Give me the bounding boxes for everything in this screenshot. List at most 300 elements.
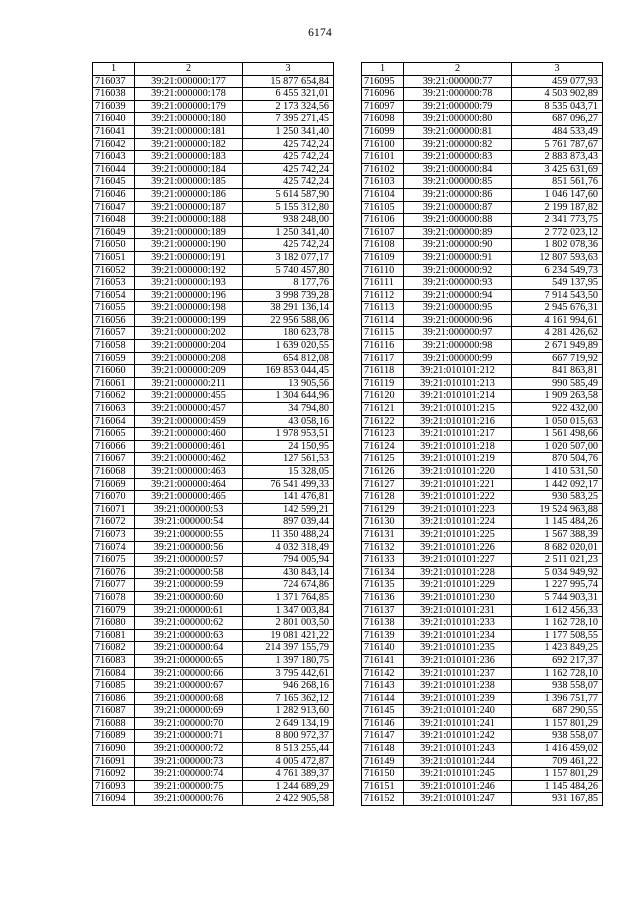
- row-number: 716076: [93, 566, 135, 579]
- table-row: [93, 503, 334, 516]
- cadastral-number: 39:21:010101:224: [404, 516, 512, 529]
- table-row: [362, 642, 603, 655]
- cadastral-value: 1 909 263,58: [512, 390, 603, 403]
- cadastral-number: 39:21:000000:88: [404, 214, 512, 227]
- cadastral-value: 5 034 949,92: [512, 566, 603, 579]
- cadastral-value: 425 742,24: [243, 176, 334, 189]
- cadastral-value: 15 877 654,84: [243, 75, 334, 88]
- row-number: 716079: [93, 604, 135, 617]
- row-number: 716106: [362, 214, 404, 227]
- cadastral-number: 39:21:000000:211: [135, 377, 243, 390]
- cadastral-value: 4 161 994,61: [512, 314, 603, 327]
- row-number: 716075: [93, 554, 135, 567]
- cadastral-value: 2 511 021,23: [512, 554, 603, 567]
- cadastral-number: 39:21:000000:55: [135, 528, 243, 541]
- cadastral-value: 794 005,94: [243, 554, 334, 567]
- cadastral-number: 39:21:000000:182: [135, 138, 243, 151]
- table-row: [362, 629, 603, 642]
- cadastral-value: 484 533,49: [512, 125, 603, 138]
- row-number: 716039: [93, 100, 135, 113]
- cadastral-value: 1 347 003,84: [243, 604, 334, 617]
- cadastral-value: 43 058,16: [243, 415, 334, 428]
- table-row: [93, 541, 334, 554]
- table-row: [93, 654, 334, 667]
- row-number: 716114: [362, 314, 404, 327]
- cadastral-value: 549 137,95: [512, 277, 603, 290]
- cadastral-number: 39:21:000000:191: [135, 251, 243, 264]
- cadastral-number: 39:21:010101:239: [404, 692, 512, 705]
- table-row: [93, 201, 334, 214]
- table-row: [362, 491, 603, 504]
- row-number: 716040: [93, 113, 135, 126]
- table-row: [93, 743, 334, 756]
- row-number: 716092: [93, 768, 135, 781]
- table-row: [93, 314, 334, 327]
- cadastral-number: 39:21:010101:242: [404, 730, 512, 743]
- row-number: 716045: [93, 176, 135, 189]
- row-number: 716074: [93, 541, 135, 554]
- cadastral-number: 39:21:000000:190: [135, 239, 243, 252]
- cadastral-number: 39:21:000000:59: [135, 579, 243, 592]
- cadastral-number: 39:21:010101:221: [404, 478, 512, 491]
- cadastral-number: 39:21:000000:74: [135, 768, 243, 781]
- cadastral-number: 39:21:000000:463: [135, 466, 243, 479]
- cadastral-number: 39:21:010101:230: [404, 591, 512, 604]
- table-row: [362, 314, 603, 327]
- row-number: 716050: [93, 239, 135, 252]
- cadastral-value: 6 455 321,01: [243, 88, 334, 101]
- table-row: [93, 768, 334, 781]
- cadastral-number: 39:21:000000:99: [404, 352, 512, 365]
- cadastral-number: 39:21:000000:69: [135, 705, 243, 718]
- table-row: [93, 75, 334, 88]
- table-row: [362, 201, 603, 214]
- table-row: [93, 566, 334, 579]
- table-row: [93, 516, 334, 529]
- cadastral-value: 5 155 312,80: [243, 201, 334, 214]
- table-row: [362, 768, 603, 781]
- table-row: [362, 226, 603, 239]
- table-row: [362, 239, 603, 252]
- cadastral-value: 1 371 764,85: [243, 591, 334, 604]
- row-number: 716137: [362, 604, 404, 617]
- cadastral-value: 2 883 873,43: [512, 151, 603, 164]
- cadastral-number: 39:21:000000:193: [135, 277, 243, 290]
- cadastral-number: 39:21:000000:81: [404, 125, 512, 138]
- table-row: [362, 264, 603, 277]
- cadastral-value: 931 167,85: [512, 793, 603, 806]
- table-row: [93, 415, 334, 428]
- table-row: [362, 680, 603, 693]
- table-row: [362, 390, 603, 403]
- row-number: 716053: [93, 277, 135, 290]
- cadastral-value: 1 397 180,75: [243, 654, 334, 667]
- cadastral-value: 8 800 972,37: [243, 730, 334, 743]
- table-header-row: [93, 63, 334, 76]
- cadastral-number: 39:21:010101:243: [404, 743, 512, 756]
- row-number: 716105: [362, 201, 404, 214]
- cadastral-value: 1 410 531,50: [512, 466, 603, 479]
- cadastral-number: 39:21:000000:461: [135, 440, 243, 453]
- left-table: [92, 62, 334, 806]
- row-number: 716134: [362, 566, 404, 579]
- table-row: [362, 793, 603, 806]
- table-row: [362, 743, 603, 756]
- row-number: 716135: [362, 579, 404, 592]
- cadastral-number: 39:21:000000:464: [135, 478, 243, 491]
- cadastral-number: 39:21:010101:213: [404, 377, 512, 390]
- cadastral-value: 692 217,37: [512, 654, 603, 667]
- row-number: 716140: [362, 642, 404, 655]
- row-number: 716083: [93, 654, 135, 667]
- table-row: [93, 100, 334, 113]
- row-number: 716116: [362, 340, 404, 353]
- row-number: 716067: [93, 453, 135, 466]
- cadastral-number: 39:21:000000:196: [135, 289, 243, 302]
- row-number: 716063: [93, 403, 135, 416]
- cadastral-value: 687 096,27: [512, 113, 603, 126]
- table-row: [93, 390, 334, 403]
- cadastral-value: 127 561,53: [243, 453, 334, 466]
- row-number: 716124: [362, 440, 404, 453]
- row-number: 716147: [362, 730, 404, 743]
- cadastral-number: 39:21:000000:85: [404, 176, 512, 189]
- cadastral-value: 1 157 801,29: [512, 717, 603, 730]
- table-row: [93, 440, 334, 453]
- cadastral-number: 39:21:000000:66: [135, 667, 243, 680]
- table-row: [93, 151, 334, 164]
- cadastral-value: 8 682 020,01: [512, 541, 603, 554]
- row-number: 716060: [93, 365, 135, 378]
- cadastral-value: 1 145 484,26: [512, 780, 603, 793]
- row-number: 716058: [93, 340, 135, 353]
- row-number: 716122: [362, 415, 404, 428]
- row-number: 716123: [362, 428, 404, 441]
- cadastral-number: 39:21:000000:192: [135, 264, 243, 277]
- cadastral-value: 141 476,81: [243, 491, 334, 504]
- cadastral-number: 39:21:010101:236: [404, 654, 512, 667]
- cadastral-number: 39:21:010101:233: [404, 617, 512, 630]
- cadastral-number: 39:21:000000:186: [135, 188, 243, 201]
- cadastral-value: 1 050 015,63: [512, 415, 603, 428]
- cadastral-number: 39:21:010101:222: [404, 491, 512, 504]
- row-number: 716130: [362, 516, 404, 529]
- cadastral-value: 938 558,07: [512, 730, 603, 743]
- cadastral-number: 39:21:000000:187: [135, 201, 243, 214]
- table-row: [362, 755, 603, 768]
- cadastral-number: 39:21:000000:83: [404, 151, 512, 164]
- row-number: 716128: [362, 491, 404, 504]
- cadastral-number: 39:21:010101:241: [404, 717, 512, 730]
- cadastral-number: 39:21:010101:223: [404, 503, 512, 516]
- cadastral-value: 1 250 341,40: [243, 125, 334, 138]
- table-row: [362, 453, 603, 466]
- cadastral-value: 1 020 507,00: [512, 440, 603, 453]
- column-header: 2: [404, 63, 512, 76]
- cadastral-number: 39:21:000000:70: [135, 717, 243, 730]
- column-header: 3: [243, 63, 334, 76]
- cadastral-number: 39:21:010101:216: [404, 415, 512, 428]
- table-row: [362, 780, 603, 793]
- cadastral-value: 3 998 739,28: [243, 289, 334, 302]
- cadastral-value: 1 145 484,26: [512, 516, 603, 529]
- cadastral-number: 39:21:010101:240: [404, 705, 512, 718]
- row-number: 716146: [362, 717, 404, 730]
- cadastral-value: 19 524 963,88: [512, 503, 603, 516]
- cadastral-number: 39:21:000000:459: [135, 415, 243, 428]
- row-number: 716117: [362, 352, 404, 365]
- cadastral-value: 1 157 801,29: [512, 768, 603, 781]
- table-row: [362, 440, 603, 453]
- row-number: 716071: [93, 503, 135, 516]
- cadastral-number: 39:21:000000:457: [135, 403, 243, 416]
- cadastral-value: 1 396 751,77: [512, 692, 603, 705]
- row-number: 716072: [93, 516, 135, 529]
- table-row: [93, 277, 334, 290]
- row-number: 716127: [362, 478, 404, 491]
- table-row: [93, 591, 334, 604]
- row-number: 716102: [362, 163, 404, 176]
- cadastral-number: 39:21:000000:58: [135, 566, 243, 579]
- table-row: [93, 629, 334, 642]
- cadastral-value: 870 504,76: [512, 453, 603, 466]
- cadastral-number: 39:21:000000:209: [135, 365, 243, 378]
- row-number: 716049: [93, 226, 135, 239]
- row-number: 716109: [362, 251, 404, 264]
- cadastral-number: 39:21:000000:62: [135, 617, 243, 630]
- cadastral-number: 39:21:000000:204: [135, 340, 243, 353]
- row-number: 716118: [362, 365, 404, 378]
- table-row: [362, 188, 603, 201]
- table-row: [93, 365, 334, 378]
- cadastral-value: 4 503 902,89: [512, 88, 603, 101]
- cadastral-number: 39:21:000000:455: [135, 390, 243, 403]
- cadastral-number: 39:21:000000:73: [135, 755, 243, 768]
- cadastral-value: 990 585,49: [512, 377, 603, 390]
- cadastral-value: 1 162 728,10: [512, 667, 603, 680]
- table-row: [362, 100, 603, 113]
- table-row: [362, 554, 603, 567]
- column-header: 3: [512, 63, 603, 76]
- cadastral-number: 39:21:000000:202: [135, 327, 243, 340]
- cadastral-value: 11 350 488,24: [243, 528, 334, 541]
- cadastral-value: 15 328,05: [243, 466, 334, 479]
- cadastral-number: 39:21:000000:188: [135, 214, 243, 227]
- table-row: [93, 88, 334, 101]
- cadastral-number: 39:21:000000:61: [135, 604, 243, 617]
- cadastral-value: 841 863,81: [512, 365, 603, 378]
- cadastral-value: 4 032 318,49: [243, 541, 334, 554]
- table-row: [362, 151, 603, 164]
- table-row: [362, 415, 603, 428]
- table-row: [93, 352, 334, 365]
- row-number: 716131: [362, 528, 404, 541]
- right-table: [361, 62, 603, 806]
- table-row: [362, 730, 603, 743]
- row-number: 716088: [93, 717, 135, 730]
- table-row: [93, 113, 334, 126]
- row-number: 716087: [93, 705, 135, 718]
- cadastral-value: 1 250 341,40: [243, 226, 334, 239]
- cadastral-number: 39:21:010101:246: [404, 780, 512, 793]
- table-row: [362, 138, 603, 151]
- row-number: 716125: [362, 453, 404, 466]
- cadastral-number: 39:21:010101:218: [404, 440, 512, 453]
- cadastral-number: 39:21:010101:215: [404, 403, 512, 416]
- cadastral-number: 39:21:000000:72: [135, 743, 243, 756]
- cadastral-value: 142 599,21: [243, 503, 334, 516]
- table-row: [93, 453, 334, 466]
- cadastral-value: 1 177 508,55: [512, 629, 603, 642]
- cadastral-number: 39:21:000000:91: [404, 251, 512, 264]
- cadastral-value: 38 291 136,14: [243, 302, 334, 315]
- row-number: 716144: [362, 692, 404, 705]
- cadastral-value: 425 742,24: [243, 151, 334, 164]
- cadastral-value: 2 199 187,82: [512, 201, 603, 214]
- row-number: 716070: [93, 491, 135, 504]
- cadastral-value: 7 395 271,45: [243, 113, 334, 126]
- cadastral-number: 39:21:010101:228: [404, 566, 512, 579]
- cadastral-number: 39:21:000000:67: [135, 680, 243, 693]
- cadastral-value: 1 423 849,25: [512, 642, 603, 655]
- table-row: [93, 780, 334, 793]
- row-number: 716141: [362, 654, 404, 667]
- row-number: 716136: [362, 591, 404, 604]
- table-row: [93, 302, 334, 315]
- table-header-row: [362, 63, 603, 76]
- row-number: 716044: [93, 163, 135, 176]
- cadastral-number: 39:21:000000:181: [135, 125, 243, 138]
- cadastral-value: 22 956 588,06: [243, 314, 334, 327]
- table-row: [362, 377, 603, 390]
- cadastral-number: 39:21:000000:97: [404, 327, 512, 340]
- cadastral-value: 5 761 787,67: [512, 138, 603, 151]
- table-row: [93, 214, 334, 227]
- row-number: 716056: [93, 314, 135, 327]
- row-number: 716059: [93, 352, 135, 365]
- row-number: 716043: [93, 151, 135, 164]
- table-row: [93, 340, 334, 353]
- row-number: 716145: [362, 705, 404, 718]
- table-row: [93, 579, 334, 592]
- table-row: [362, 327, 603, 340]
- row-number: 716110: [362, 264, 404, 277]
- cadastral-value: 169 853 044,45: [243, 365, 334, 378]
- row-number: 716077: [93, 579, 135, 592]
- cadastral-number: 39:21:000000:86: [404, 188, 512, 201]
- row-number: 716061: [93, 377, 135, 390]
- cadastral-number: 39:21:010101:225: [404, 528, 512, 541]
- cadastral-value: 425 742,24: [243, 163, 334, 176]
- table-row: [362, 667, 603, 680]
- cadastral-value: 8 177,76: [243, 277, 334, 290]
- cadastral-value: 5 614 587,90: [243, 188, 334, 201]
- table-row: [362, 163, 603, 176]
- cadastral-number: 39:21:000000:90: [404, 239, 512, 252]
- table-row: [93, 377, 334, 390]
- cadastral-number: 39:21:010101:237: [404, 667, 512, 680]
- table-row: [93, 755, 334, 768]
- cadastral-number: 39:21:000000:189: [135, 226, 243, 239]
- row-number: 716069: [93, 478, 135, 491]
- table-row: [93, 226, 334, 239]
- cadastral-number: 39:21:010101:235: [404, 642, 512, 655]
- cadastral-number: 39:21:010101:238: [404, 680, 512, 693]
- row-number: 716065: [93, 428, 135, 441]
- table-row: [362, 604, 603, 617]
- table-row: [362, 403, 603, 416]
- cadastral-value: 1 244 689,29: [243, 780, 334, 793]
- cadastral-value: 1 639 020,55: [243, 340, 334, 353]
- row-number: 716068: [93, 466, 135, 479]
- row-number: 716150: [362, 768, 404, 781]
- cadastral-number: 39:21:010101:226: [404, 541, 512, 554]
- table-row: [362, 352, 603, 365]
- cadastral-number: 39:21:000000:77: [404, 75, 512, 88]
- table-row: [362, 541, 603, 554]
- cadastral-value: 2 671 949,89: [512, 340, 603, 353]
- row-number: 716142: [362, 667, 404, 680]
- row-number: 716048: [93, 214, 135, 227]
- table-row: [362, 251, 603, 264]
- cadastral-number: 39:21:000000:60: [135, 591, 243, 604]
- cadastral-value: 2 649 134,19: [243, 717, 334, 730]
- cadastral-number: 39:21:010101:227: [404, 554, 512, 567]
- row-number: 716054: [93, 289, 135, 302]
- table-row: [362, 125, 603, 138]
- cadastral-number: 39:21:000000:80: [404, 113, 512, 126]
- cadastral-number: 39:21:010101:219: [404, 453, 512, 466]
- table-row: [362, 516, 603, 529]
- table-row: [362, 528, 603, 541]
- cadastral-number: 39:21:000000:198: [135, 302, 243, 315]
- cadastral-value: 4 281 426,62: [512, 327, 603, 340]
- cadastral-value: 897 039,44: [243, 516, 334, 529]
- cadastral-value: 1 561 498,66: [512, 428, 603, 441]
- row-number: 716073: [93, 528, 135, 541]
- row-number: 716132: [362, 541, 404, 554]
- cadastral-number: 39:21:000000:82: [404, 138, 512, 151]
- row-number: 716093: [93, 780, 135, 793]
- table-row: [93, 289, 334, 302]
- row-number: 716099: [362, 125, 404, 138]
- row-number: 716078: [93, 591, 135, 604]
- cadastral-number: 39:21:000000:65: [135, 654, 243, 667]
- row-number: 716089: [93, 730, 135, 743]
- row-number: 716107: [362, 226, 404, 239]
- table-row: [93, 239, 334, 252]
- cadastral-value: 34 794,80: [243, 403, 334, 416]
- cadastral-value: 425 742,24: [243, 138, 334, 151]
- table-row: [93, 264, 334, 277]
- table-row: [93, 163, 334, 176]
- table-row: [93, 680, 334, 693]
- cadastral-number: 39:21:010101:214: [404, 390, 512, 403]
- row-number: 716104: [362, 188, 404, 201]
- table-row: [93, 188, 334, 201]
- cadastral-number: 39:21:000000:93: [404, 277, 512, 290]
- table-row: [93, 528, 334, 541]
- row-number: 716066: [93, 440, 135, 453]
- table-row: [93, 705, 334, 718]
- row-number: 716052: [93, 264, 135, 277]
- cadastral-number: 39:21:000000:68: [135, 692, 243, 705]
- cadastral-number: 39:21:000000:92: [404, 264, 512, 277]
- table-row: [362, 705, 603, 718]
- table-row: [362, 717, 603, 730]
- table-row: [93, 642, 334, 655]
- row-number: 716098: [362, 113, 404, 126]
